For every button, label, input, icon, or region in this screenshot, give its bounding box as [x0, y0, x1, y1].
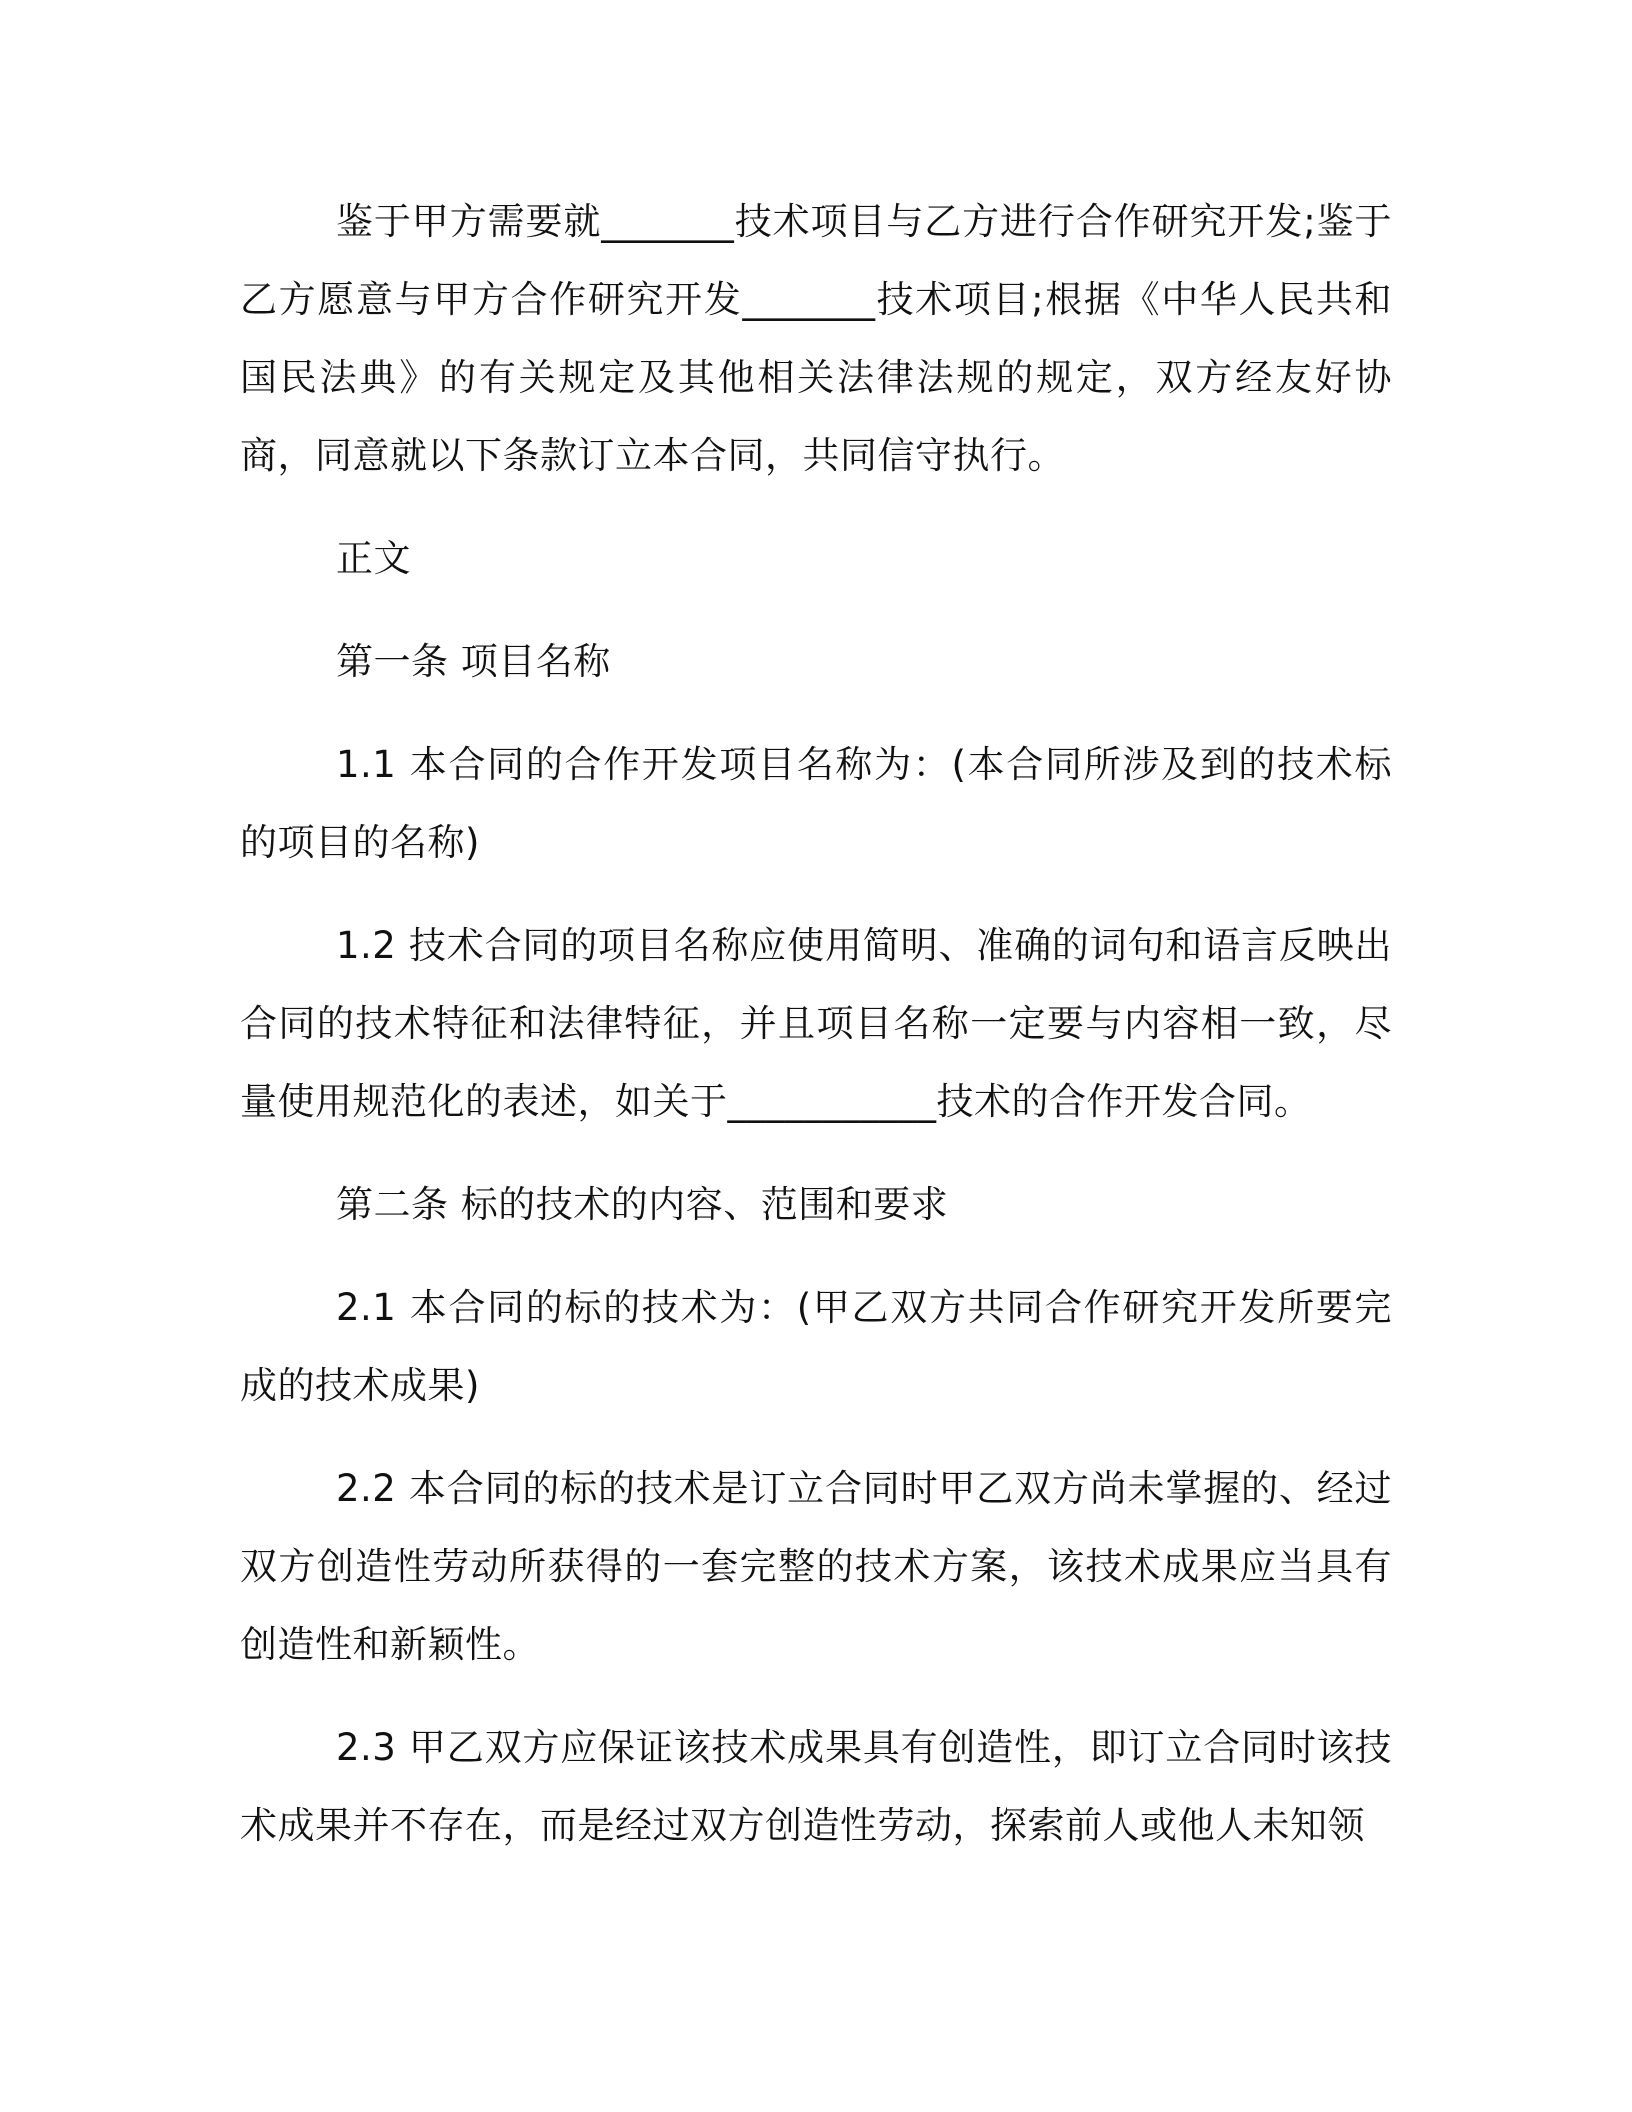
preamble-paragraph: 鉴于甲方需要就_______技术项目与乙方进行合作研究开发;鉴于乙方愿意与甲方合作研究开发_______技术项目;根据《中华人民共和国民法典》的有关规定及其他相关法律法规的规定，双方经友好协商，同意就以下条款订立本合同，共同信守执行。	[240, 200, 1392, 477]
clause-1-2: 1.2 技术合同的项目名称应使用简明、准确的词句和语言反映出合同的技术特征和法律特征，并且项目名称一定要与内容相一致，尽量使用规范化的表述，如关于___________技术的合作开发合同。	[240, 924, 1392, 1123]
document-body	[240, 183, 1392, 1890]
article-2-heading: 第二条 标的技术的内容、范围和要求	[336, 1183, 949, 1226]
clause-2-2: 2.2 本合同的标的技术是订立合同时甲乙双方尚未掌握的、经过双方创造性劳动所获得的一套完整的技术方案，该技术成果应当具有创造性和新颖性。	[240, 1467, 1392, 1666]
article-1-heading: 第一条 项目名称	[336, 640, 611, 683]
section-title-main-text: 正文	[336, 537, 411, 580]
clause-1-1: 1.1 本合同的合作开发项目名称为：(本合同所涉及到的技术标的项目的名称)	[240, 743, 1392, 864]
clause-2-1: 2.1 本合同的标的技术为：(甲乙双方共同合作研究开发所要完成的技术成果)	[240, 1286, 1392, 1407]
clause-2-3: 2.3 甲乙双方应保证该技术成果具有创造性，即订立合同时该技术成果并不存在，而是经过双方创造性劳动，探索前人或他人未知领	[240, 1726, 1392, 1847]
